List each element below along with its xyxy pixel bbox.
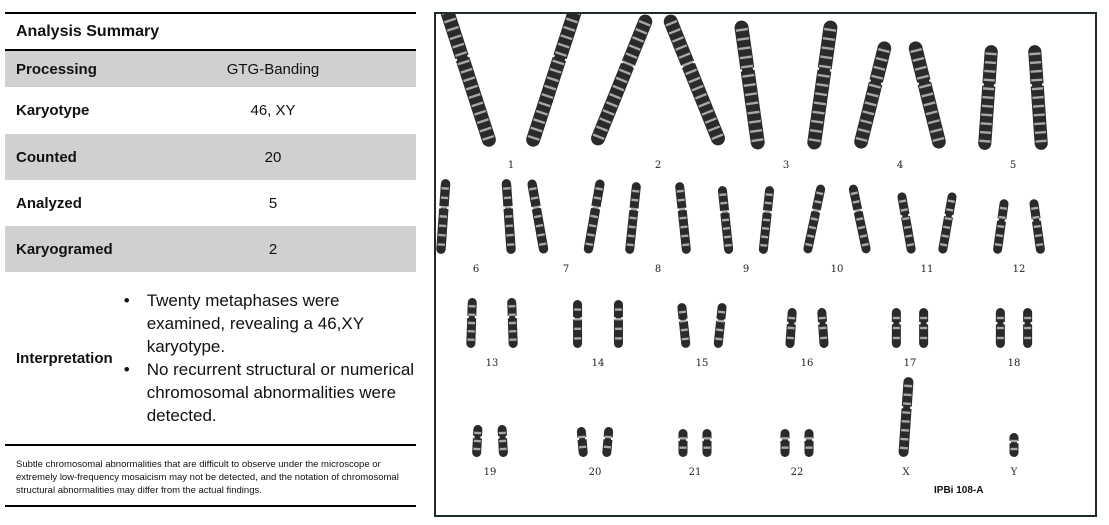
chromosome: [733, 20, 767, 151]
chromosome-label: 4: [896, 160, 904, 171]
chromosome: [1009, 433, 1020, 457]
chromosome-label: 19: [483, 467, 497, 478]
karyogramed-value: 2: [268, 240, 278, 258]
chromosome-label: 18: [1007, 358, 1021, 369]
chromosome-pair-18: [995, 308, 1033, 348]
chromosome-label: 11: [920, 264, 934, 275]
chromosome-label: 20: [588, 467, 602, 478]
chromosome-label: 1: [507, 160, 515, 171]
chromosome-pair-14: [572, 300, 624, 348]
chromosome: [465, 298, 478, 348]
chromosome: [436, 179, 452, 255]
counted-value: 20: [264, 148, 282, 166]
chromosome-label: 10: [830, 264, 844, 275]
chromosome: [702, 429, 713, 457]
karyotype-value: 46, XY: [250, 102, 296, 119]
chromosome-label: 6: [472, 264, 480, 275]
interpretation-point: [123, 358, 416, 427]
chromosome-pair-12: [992, 199, 1047, 255]
chromosome: [437, 14, 499, 149]
chromosome-pair-10: [802, 184, 873, 255]
chromosome-label: 15: [695, 358, 709, 369]
chromosome: [897, 377, 915, 458]
row-karyotype: [5, 87, 416, 134]
chromosome-pair-11: [896, 192, 959, 255]
chromosome-label: X: [902, 467, 910, 478]
karyogram-image: [436, 14, 1095, 515]
chromosome-pair-8: [624, 182, 692, 255]
chromosome: [601, 427, 615, 458]
chromosome-pair-y: [1009, 433, 1020, 457]
chromosome: [1028, 199, 1047, 255]
karyogramed-label: Karyogramed: [16, 240, 113, 258]
chromosome: [613, 300, 624, 348]
chromosome-pair-9: [717, 186, 776, 255]
chromosome: [805, 20, 839, 151]
chromosome: [575, 427, 589, 458]
chromosome: [896, 192, 918, 255]
chromosome-label: Y: [1010, 467, 1018, 478]
chromosome-label: 7: [562, 264, 570, 275]
row-karyogramed: [5, 226, 416, 272]
counted-label: Counted: [16, 148, 77, 166]
chromosome-pair-7: [526, 179, 607, 255]
chromosome-pair-16: [784, 308, 830, 349]
analyzed-label: Analyzed: [16, 194, 82, 212]
chromosome-pair-19: [471, 425, 509, 458]
chromosome-label: 3: [782, 160, 790, 171]
chromosome-label: 22: [790, 467, 804, 478]
chromosome: [582, 179, 606, 255]
chromosome: [526, 179, 550, 255]
chromosome-label: 14: [591, 358, 605, 369]
chromosome: [757, 186, 775, 255]
row-analyzed: [5, 180, 416, 226]
chromosome: [712, 303, 728, 349]
processing-label: Processing: [16, 60, 97, 78]
chromosome: [676, 303, 692, 349]
chromosome-pair-21: [678, 429, 713, 457]
chromosome: [1022, 308, 1033, 348]
chromosome: [506, 298, 519, 348]
chromosome: [523, 14, 585, 149]
chromosome: [1027, 45, 1049, 151]
chromosome-label: 8: [654, 264, 662, 275]
chromosome-pair-13: [465, 298, 519, 348]
analysis-summary-table: [5, 12, 416, 507]
chromosome: [992, 199, 1011, 255]
chromosome: [995, 308, 1006, 348]
bullet-icon: •: [123, 360, 130, 379]
chromosome-label: 17: [903, 358, 917, 369]
interpretation-label: Interpretation: [16, 349, 113, 367]
chromosome-label: 12: [1012, 264, 1026, 275]
chromosome-label: 9: [742, 264, 750, 275]
chromosome: [496, 425, 509, 458]
chromosome: [678, 429, 689, 457]
chromosome: [784, 308, 798, 349]
chromosome: [471, 425, 484, 458]
chromosome: [674, 182, 692, 255]
chromosome: [588, 14, 655, 148]
analyzed-value: 5: [268, 194, 278, 212]
interpretation-text: No recurrent structural or numerical chromosomal abnormalities were detected.: [146, 360, 415, 425]
chromosome-pair-15: [676, 303, 728, 349]
chromosome: [852, 40, 894, 151]
chromosome-pair-17: [891, 308, 929, 348]
chromosome-pair-20: [575, 427, 614, 458]
chromosome: [500, 179, 517, 255]
row-interpretation: [5, 272, 416, 444]
chromosome: [802, 184, 827, 255]
row-counted: [5, 134, 416, 180]
chromosome-pair-1: [437, 14, 585, 149]
chromosome: [572, 300, 583, 348]
bottom-rule: [5, 505, 416, 507]
disclaimer-footnote: Subtle chromosomal abnormalities that are difficult to observe under the microscope or extremely low-frequency mosaicism may not be detected, and the notation of chromosomal structural abnormalities may differ from the actual findings.: [16, 459, 399, 496]
processing-value: GTG-Banding: [226, 60, 320, 78]
row-processing: [5, 51, 416, 87]
chromosome-pair-6: [436, 179, 517, 255]
chromosome-pair-22: [780, 429, 815, 457]
chromosome: [780, 429, 791, 457]
chromosome-pair-2: [588, 14, 728, 148]
chromosome-label: 21: [688, 467, 702, 478]
chromosome: [918, 308, 929, 348]
interpretation-point: [123, 289, 416, 358]
chromosome-pair-5: [977, 45, 1049, 151]
chromosome: [661, 14, 728, 148]
chromosome-pair-x: [897, 377, 915, 458]
karyogram-panel: [434, 12, 1097, 517]
chromosome-pair-4: [852, 40, 948, 151]
chromosome: [804, 429, 815, 457]
chromosome: [624, 182, 642, 255]
summary-title: Analysis Summary: [16, 22, 160, 40]
chromosome-label: 13: [485, 358, 499, 369]
karyotype-label: Karyotype: [16, 102, 90, 119]
chromosome-label: 5: [1009, 160, 1017, 171]
chromosome: [717, 186, 735, 255]
interpretation-list: [113, 289, 416, 427]
bullet-icon: •: [123, 291, 130, 310]
chromosome-pair-3: [733, 20, 840, 151]
chromosome: [891, 308, 902, 348]
chromosome-label: 16: [800, 358, 814, 369]
chromosome: [847, 184, 872, 255]
cell-line-id: IPBi 108-A: [934, 485, 984, 496]
interpretation-text: Twenty metaphases were examined, revealing a 46,XY karyotype.: [146, 291, 364, 356]
chromosome: [906, 40, 948, 151]
chromosome: [816, 308, 830, 349]
chromosome-label: 2: [654, 160, 662, 171]
chromosome: [937, 192, 959, 255]
chromosome: [977, 45, 999, 151]
